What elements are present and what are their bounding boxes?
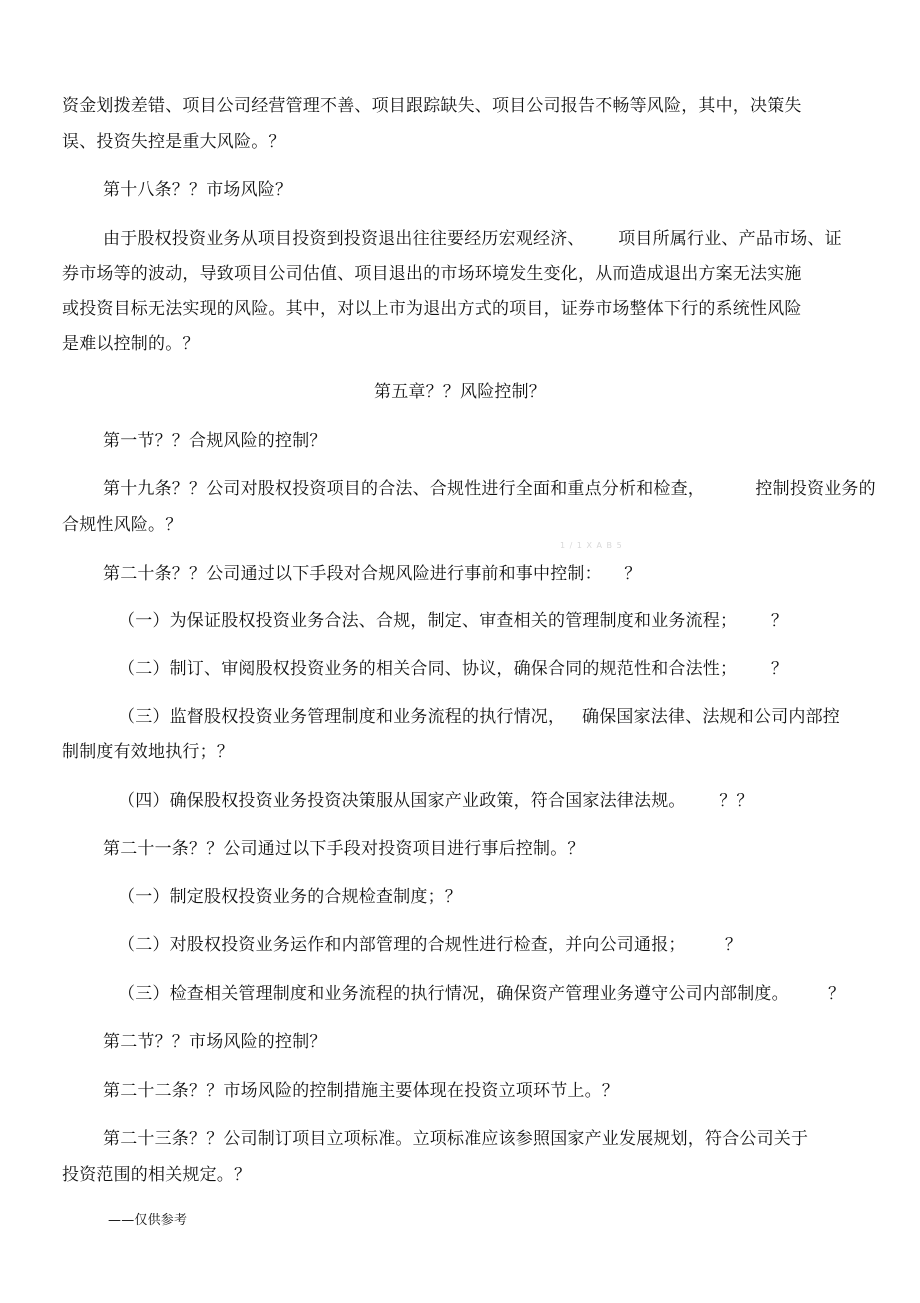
list-item: （二）对股权投资业务运作和内部管理的合规性进行检查，并向公司通报； ？ xyxy=(118,935,743,955)
text-line: 第二十一条？？公司通过以下手段对投资项目进行事后控制。？ xyxy=(103,839,585,859)
list-item: （三）监督股权投资业务管理制度和业务流程的执行情况， 确保国家法律、法规和公司内部控 xyxy=(118,707,841,727)
list-item: （三）检查相关管理制度和业务流程的执行情况，确保资产管理业务遵守公司内部制度。 ？ xyxy=(118,984,846,1004)
list-item: （一）为保证股权投资业务合法、合规，制定、审查相关的管理制度和业务流程； ？ xyxy=(118,611,789,631)
section-heading: 第一节？？合规风险的控制？ xyxy=(103,431,327,451)
text-line: 投资范围的相关规定。？ xyxy=(62,1165,252,1185)
text-line: 误、投资失控是重大风险。？ xyxy=(62,132,286,152)
list-item: （一）制定股权投资业务的合规检查制度；？ xyxy=(118,887,462,907)
text-line: 第二十三条？？公司制订项目立项标准。立项标准应该参照国家产业发展规划，符合公司关于 xyxy=(103,1129,809,1149)
footer-note: ——仅供参考 xyxy=(108,1213,188,1228)
chapter-title: 第五章？？风险控制？ xyxy=(374,382,546,402)
text-line: 第十九条？？公司对股权投资项目的合法、合规性进行全面和重点分析和检查， 控制投资业务的 xyxy=(103,479,876,499)
text-line: 由于股权投资业务从项目投资到投资退出往往要经历宏观经济、 项目所属行业、产品市场、证 xyxy=(103,229,842,249)
text-line: 券市场等的波动，导致项目公司估值、项目退出的市场环境发生变化，从而造成退出方案无法实施 xyxy=(62,264,802,284)
text-line: 是难以控制的。？ xyxy=(62,334,200,354)
watermark: 1 / 1 X A B 5 xyxy=(560,541,623,550)
text-line: 或投资目标无法实现的风险。其中，对以上市为退出方式的项目，证券市场整体下行的系统性风险 xyxy=(62,299,802,319)
text-line: 资金划拨差错、项目公司经营管理不善、项目跟踪缺失、项目公司报告不畅等风险，其中，决策失 xyxy=(62,96,802,116)
list-item: （四）确保股权投资业务投资决策服从国家产业政策，符合国家法律法规。 ？？ xyxy=(118,791,754,811)
section-heading: 第二节？？市场风险的控制？ xyxy=(103,1032,327,1052)
article-heading: 第十八条？？市场风险？ xyxy=(103,180,293,200)
text-line: 合规性风险。？ xyxy=(62,515,183,535)
text-line: 第二十二条？？市场风险的控制措施主要体现在投资立项环节上。？ xyxy=(103,1081,619,1101)
text-line: 第二十条？？公司通过以下手段对合规风险进行事前和事中控制： ？ xyxy=(103,564,642,584)
list-item: （二）制订、审阅股权投资业务的相关合同、协议，确保合同的规范性和合法性； ？ xyxy=(118,659,789,679)
text-line: 制制度有效地执行；？ xyxy=(62,742,234,762)
